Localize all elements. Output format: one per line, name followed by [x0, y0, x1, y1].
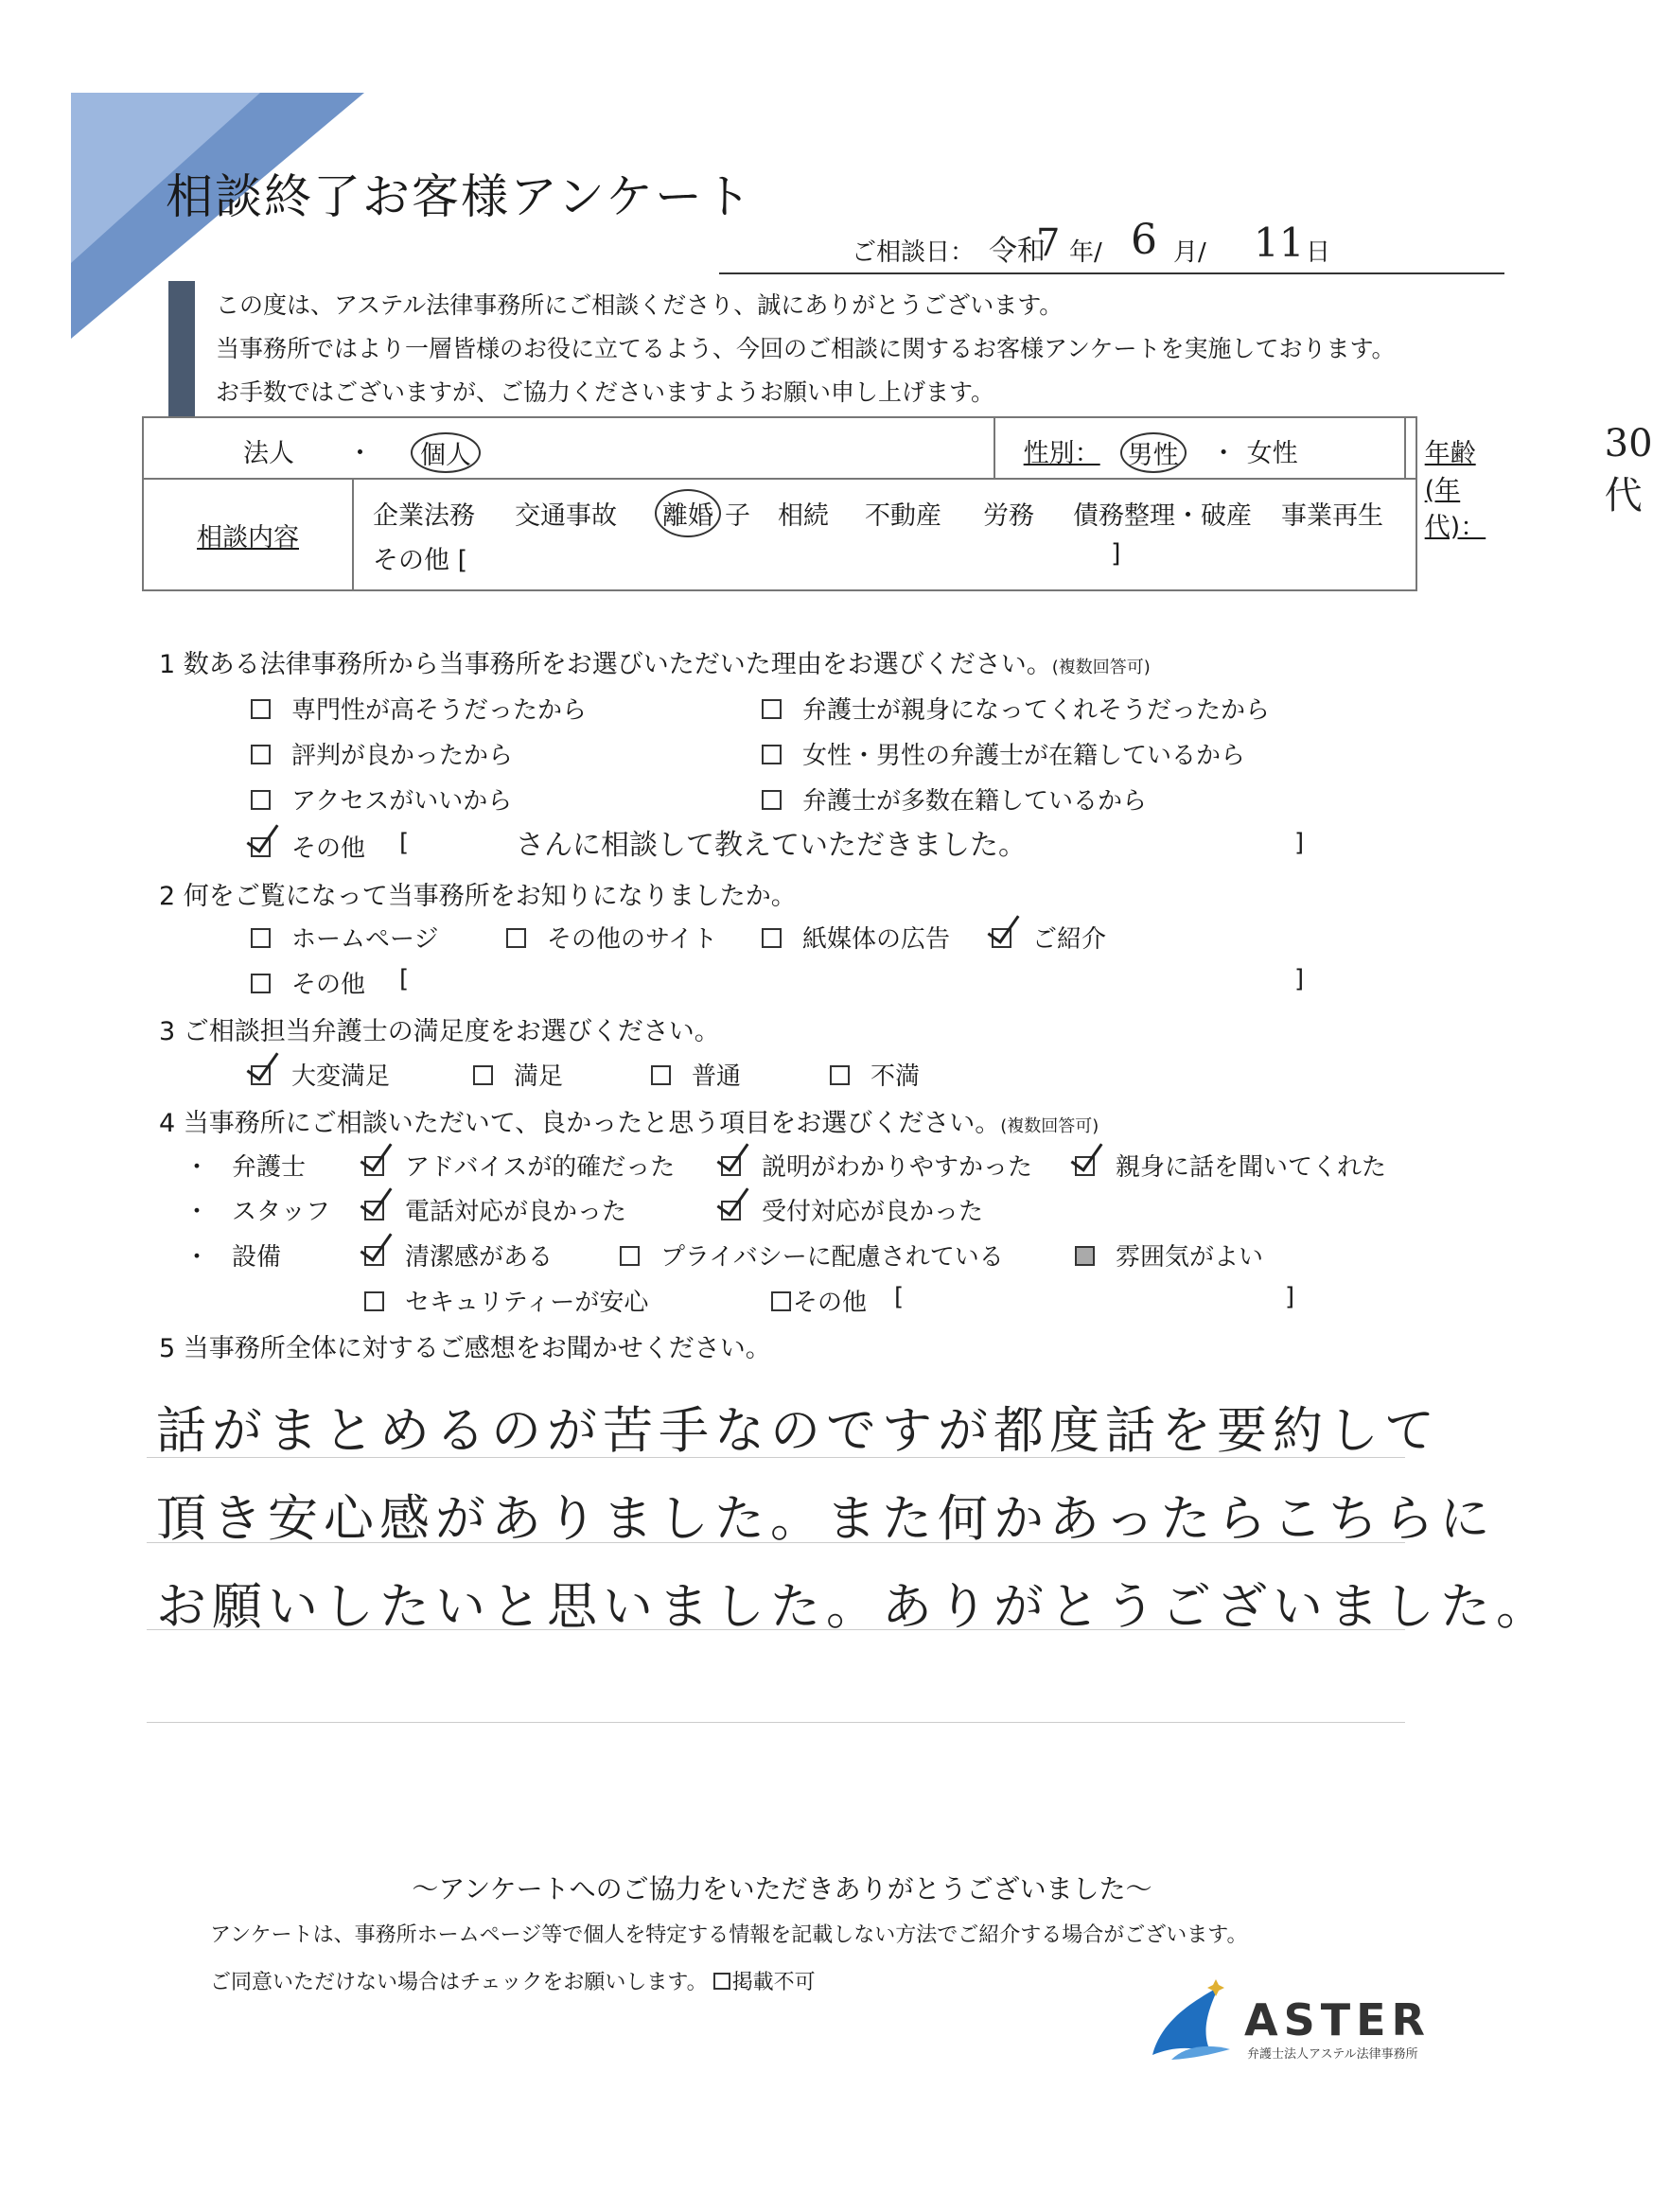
age-label: 年齢(年代)： — [1424, 439, 1486, 542]
consult-debt: 債務整理・破産 — [1073, 501, 1252, 531]
q5-title: 5 当事務所全体に対するご感想をお聞かせください。 — [159, 1334, 771, 1363]
q4-option-phone[interactable]: 電話対応が良かった — [364, 1192, 626, 1227]
checkbox[interactable] — [762, 699, 782, 719]
publication-notice: アンケートは、事務所ホームページ等で個人を特定する情報を記載しない方法でご紹介する場合がございます。 — [210, 1923, 1248, 1947]
checkbox[interactable] — [506, 928, 526, 948]
q4-row-facility-label: 設備 — [232, 1243, 282, 1272]
consult-options-cell: 企業法務 交通事故 離婚 子 相続 不動産 労務 債務整理・破産 事業再生 その他 [ ] — [353, 479, 1416, 590]
q4-option-listening[interactable]: 親身に話を聞いてくれた — [1075, 1148, 1386, 1183]
checkbox-checked[interactable] — [992, 928, 1011, 948]
consult-traffic: 交通事故 — [515, 501, 617, 531]
client-type-individual: 個人 — [411, 432, 481, 473]
consult-labor: 労務 — [983, 501, 1034, 531]
q1-option-expertise[interactable]: 専門性が高そうだったから — [251, 691, 587, 726]
thanks-message: ～アンケートへのご協力をいただきありがとうございました～ — [412, 1873, 1152, 1905]
q4-option-cleanliness[interactable]: 清潔感がある — [364, 1238, 553, 1273]
q5-answer-line: お願いしたいと思いました。ありがとうございました。 — [156, 1578, 1552, 1636]
checkbox[interactable] — [251, 790, 271, 810]
consult-child: 子 — [725, 501, 750, 531]
checkbox[interactable] — [251, 745, 271, 764]
checkbox[interactable] — [251, 699, 271, 719]
q1-option-other[interactable]: その他 — [251, 829, 365, 864]
checkbox-checked[interactable] — [1075, 1156, 1095, 1176]
age-value: 30代 — [1604, 422, 1653, 518]
q4-option-other[interactable]: その他 — [771, 1283, 867, 1318]
logo-subtitle: 弁護士法人アステル法律事務所 — [1247, 2047, 1418, 2062]
q2-option-other-site[interactable]: その他のサイト — [506, 920, 717, 955]
q1-option-caring[interactable]: 弁護士が親身になってくれそうだったから — [762, 691, 1270, 726]
no-publish-checkbox[interactable] — [713, 1973, 730, 1990]
checkbox-checked[interactable] — [721, 1201, 741, 1220]
checkbox-checked[interactable] — [251, 837, 271, 857]
consent-notice: ご同意いただけない場合はチェックをお願いします。 掲載不可 — [210, 1971, 816, 1994]
consult-label-cell — [143, 479, 353, 590]
q2-title: 2 何をご覧になって当事務所をお知りになりましたか。 — [159, 882, 797, 911]
date-day: 11 — [1254, 219, 1305, 266]
checkbox[interactable] — [251, 928, 271, 948]
q3-option-dissatisfied[interactable]: 不満 — [830, 1057, 920, 1092]
consult-label: 相談内容 — [197, 522, 299, 553]
checkbox[interactable] — [251, 974, 271, 993]
q4-option-privacy[interactable]: プライバシーに配慮されている — [620, 1238, 1004, 1273]
q5-answer-line: 頂き安心感がありました。また何かあったらこちらに — [156, 1490, 1496, 1548]
checkbox[interactable] — [762, 745, 782, 764]
age-cell — [1405, 417, 1653, 542]
q5-answer-line: 話がまとめるのが苦手なのですが都度話を要約して — [156, 1402, 1440, 1460]
q2-option-print-ad[interactable]: 紙媒体の広告 — [762, 920, 950, 955]
q2-option-other[interactable]: その他 — [251, 965, 365, 1000]
q1-other-answer: さんに相談して教えていただきました。 — [516, 829, 1027, 862]
intro-text: この度は、アステル法律事務所にご相談くださり、誠にありがとうございます。 当事務所ではより一層皆様のお役に立てるよう、今回のご相談に関するお客様アンケートを実施しております。 お手数ではございますが、ご協力くださいますようお願い申し上げます。 — [216, 291, 1396, 406]
q3-option-neutral[interactable]: 普通 — [651, 1057, 741, 1092]
q4-title: 4 当事務所にご相談いただいて、良かったと思う項目をお選びください。(複数回答可) — [159, 1109, 1099, 1138]
consult-realestate: 不動産 — [865, 501, 941, 531]
q4-option-advice[interactable]: アドバイスが的確だった — [364, 1148, 675, 1183]
consult-other: その他 [ — [373, 546, 468, 575]
consult-corporate: 企業法務 — [373, 501, 475, 531]
consult-divorce: 離婚 — [655, 489, 721, 537]
q4-row-lawyer-label: 弁護士 — [232, 1153, 307, 1182]
q1-title: 1 数ある法律事務所から当事務所をお選びいただいた理由をお選びください。(複数回答可) — [159, 650, 1151, 679]
q4-option-reception[interactable]: 受付対応が良かった — [721, 1192, 983, 1227]
consultation-date: ご相談日： 令和 7 年/ 6 月/ 11 日 — [719, 227, 1504, 274]
q2-option-referral[interactable]: ご紹介 — [992, 920, 1106, 955]
consult-rehab: 事業再生 — [1281, 501, 1383, 531]
q1-option-many-lawyers[interactable]: 弁護士が多数在籍しているから — [762, 781, 1147, 816]
page-title: 相談終了お客様アンケート — [166, 169, 753, 224]
checkbox[interactable] — [762, 790, 782, 810]
checkbox-checked[interactable] — [721, 1156, 741, 1176]
checkbox[interactable] — [364, 1291, 384, 1311]
gender-female: 女性 — [1246, 439, 1298, 468]
logo-text: ASTER — [1244, 1994, 1431, 2045]
gender-male: 男性 — [1120, 432, 1187, 473]
checkbox[interactable] — [771, 1291, 791, 1311]
gender-cell: 性別： 男性 ・ 女性 — [994, 417, 1405, 479]
checkbox[interactable] — [1075, 1246, 1095, 1266]
q1-option-gender-lawyer[interactable]: 女性・男性の弁護士が在籍しているから — [762, 736, 1245, 771]
no-publish-label: 掲載不可 — [731, 1971, 816, 1994]
date-year: 7 — [1036, 221, 1061, 265]
checkbox[interactable] — [762, 928, 782, 948]
checkbox[interactable] — [473, 1065, 493, 1085]
q3-option-satisfied[interactable]: 満足 — [473, 1057, 563, 1092]
intro-accent-bar — [168, 281, 195, 416]
client-type-cell: 法人 ・ 個人 — [143, 417, 994, 479]
gender-label: 性別： — [1023, 439, 1100, 468]
date-month: 6 — [1131, 216, 1157, 264]
date-era: 令和 — [989, 235, 1046, 268]
aster-logo-icon — [1143, 1979, 1234, 2066]
checkbox-checked[interactable] — [364, 1246, 384, 1266]
date-label: ご相談日： — [852, 238, 976, 267]
checkbox[interactable] — [651, 1065, 671, 1085]
checkbox-checked[interactable] — [251, 1065, 271, 1085]
q3-title: 3 ご相談担当弁護士の満足度をお選びください。 — [159, 1017, 720, 1046]
client-type-corporate: 法人 — [243, 439, 294, 468]
checkbox-checked[interactable] — [364, 1156, 384, 1176]
checkbox[interactable] — [620, 1246, 640, 1266]
q1-option-access[interactable]: アクセスがいいから — [251, 781, 512, 816]
q3-option-very-satisfied[interactable]: 大変満足 — [251, 1057, 390, 1092]
q4-option-security[interactable]: セキュリティーが安心 — [364, 1283, 648, 1318]
q4-option-explanation[interactable]: 説明がわかりやすかった — [721, 1148, 1032, 1183]
profile-table — [142, 416, 1653, 591]
q4-row-staff-label: スタッフ — [232, 1198, 331, 1226]
q4-option-atmosphere[interactable]: 雰囲気がよい — [1075, 1238, 1263, 1273]
consult-inheritance: 相続 — [778, 501, 829, 531]
checkbox[interactable] — [830, 1065, 850, 1085]
checkbox-checked[interactable] — [364, 1201, 384, 1220]
q1-option-reputation[interactable]: 評判が良かったから — [251, 736, 513, 771]
answer-rule — [147, 1722, 1405, 1723]
q2-option-homepage[interactable]: ホームページ — [251, 920, 438, 955]
